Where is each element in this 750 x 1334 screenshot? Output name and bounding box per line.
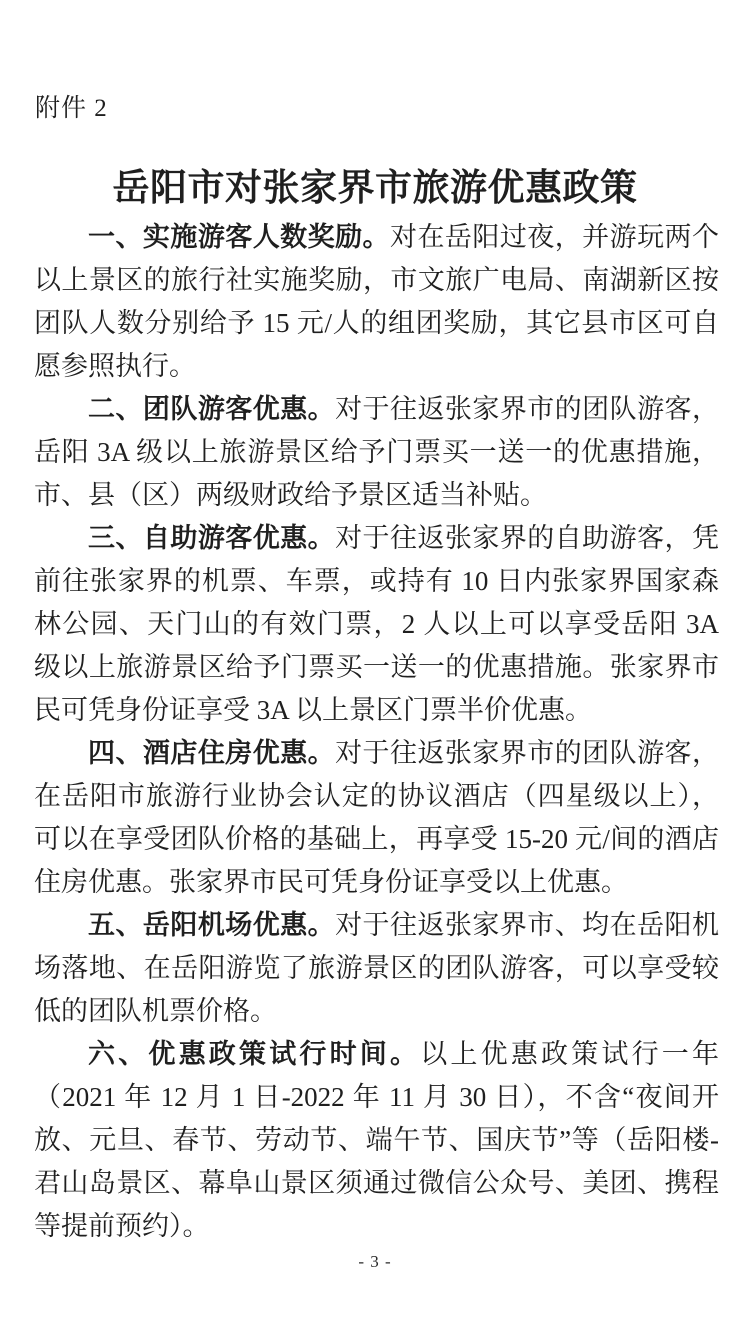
- paragraph: [34, 388, 719, 517]
- attachment-label: 附件 2: [35, 95, 108, 122]
- paragraph-text: 对在岳阳过夜，并游玩两个以上景区的旅行社实施奖励，市文旅广电局、南湖新区按团队人数分别给予 15 元/人的组团奖励，其它县市区可自愿参照执行。: [34, 222, 719, 381]
- document-body: [34, 216, 719, 1248]
- paragraph-lead: 五、岳阳机场优惠。: [88, 910, 336, 940]
- paragraph-text: 对于往返张家界市、均在岳阳机场落地、在岳阳游览了旅游景区的团队游客，可以享受较低的团队机票价格。: [34, 910, 720, 1026]
- paragraph-lead: 三、自助游客优惠。: [88, 523, 336, 553]
- paragraph-text: 对于往返张家界市的团队游客，在岳阳市旅游行业协会认定的协议酒店（四星级以上），可以在享受团队价格的基础上，再享受 15-20 元/间的酒店住房优惠。张家界市民可凭身份证享受以上优惠。: [34, 738, 720, 897]
- paragraph-lead: 一、实施游客人数奖励。: [88, 222, 390, 252]
- paragraph-text: 对于往返张家界的自助游客，凭前往张家界的机票、车票，或持有 10 日内张家界国家森林公园、天门山的有效门票，2 人以上可以享受岳阳 3A 级以上旅游景区给予门票买一送一的优惠措施。张家界市民可凭身份证享受 3A 以上景区门票半价优惠。: [34, 523, 720, 725]
- paragraph-text: 以上优惠政策试行一年（2021 年 12 月 1 日-2022 年 11 月 30 日），不含“夜间开放、元旦、春节、劳动节、端午节、国庆节”等（岳阳楼-君山岛景区、幕阜山景区须通过微信公众号、美团、携程等提前预约）。: [34, 1039, 720, 1241]
- page-number: - 3 -: [358, 1252, 392, 1271]
- paragraph: [34, 904, 719, 1033]
- paragraph-lead: 四、酒店住房优惠。: [88, 738, 336, 768]
- paragraph: [34, 517, 719, 732]
- paragraph: [34, 732, 719, 904]
- document-title: 岳阳市对张家界市旅游优惠政策: [112, 167, 638, 209]
- paragraph-text: 对于往返张家界市的团队游客，岳阳 3A 级以上旅游景区给予门票买一送一的优惠措施，市、县（区）两级财政给予景区适当补贴。: [34, 394, 720, 510]
- paragraph: [34, 1033, 719, 1248]
- paragraph-lead: 六、优惠政策试行时间。: [88, 1039, 421, 1069]
- paragraph: [34, 216, 719, 388]
- paragraph-lead: 二、团队游客优惠。: [88, 394, 336, 424]
